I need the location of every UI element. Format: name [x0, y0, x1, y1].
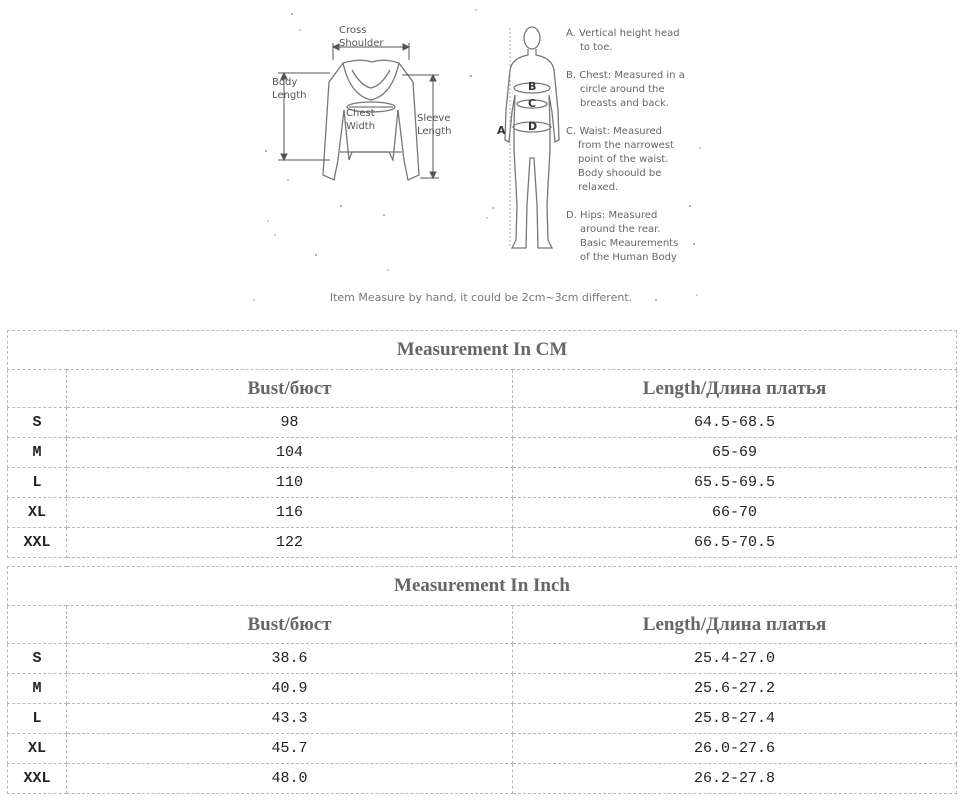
note-c-line1: C. Waist: Measured [566, 126, 663, 137]
bust-cell: 38.6 [67, 644, 513, 674]
cross-shoulder-label-line1: Cross [339, 25, 367, 36]
note-a [566, 27, 701, 55]
table-row [8, 438, 957, 468]
bust-cell: 122 [67, 528, 513, 558]
length-cell: 65.5-69.5 [513, 468, 957, 498]
point-d-label: D [528, 120, 538, 133]
size-cell: M [8, 674, 67, 704]
table-row [8, 408, 957, 438]
body-length-label-line2: Length [272, 90, 307, 101]
table-header-row [8, 370, 957, 408]
cross-shoulder-label [339, 24, 384, 50]
table-row [8, 498, 957, 528]
point-b-label: B [528, 80, 537, 93]
note-d [566, 209, 701, 265]
bust-cell: 48.0 [67, 764, 513, 794]
length-cell: 66.5-70.5 [513, 528, 957, 558]
size-cell: XXL [8, 528, 67, 558]
length-cell: 26.2-27.8 [513, 764, 957, 794]
size-table-inch [7, 566, 957, 794]
bust-cell: 116 [67, 498, 513, 528]
body-length-label [272, 76, 307, 102]
header-size [8, 606, 67, 644]
length-cell: 65-69 [513, 438, 957, 468]
bust-cell: 110 [67, 468, 513, 498]
chest-width-label-line2: Width [346, 121, 376, 132]
bust-cell: 45.7 [67, 734, 513, 764]
note-c-line3: point of the waist. [578, 154, 669, 165]
table-title-row [8, 567, 957, 606]
sleeve-length-label [417, 112, 452, 138]
table-row [8, 528, 957, 558]
note-b-line2: circle around the [580, 84, 665, 95]
size-table-cm [7, 330, 957, 558]
table-row [8, 674, 957, 704]
size-cell: L [8, 468, 67, 498]
table-title-row [8, 331, 957, 370]
length-cell: 66-70 [513, 498, 957, 528]
note-c-line2: from the narrowest [578, 140, 674, 151]
note-d-line2: around the rear. [580, 224, 661, 235]
size-cell: S [8, 644, 67, 674]
note-a-line1: A. Vertical height head [566, 28, 680, 39]
body-figure [505, 27, 559, 248]
size-cell: M [8, 438, 67, 468]
point-a-label: A [497, 124, 506, 137]
table-title: Measurement In CM [8, 331, 957, 370]
size-cell: XL [8, 734, 67, 764]
note-a-line2: to toe. [580, 42, 613, 53]
size-cell: XL [8, 498, 67, 528]
sleeve-length-label-line2: Length [417, 126, 452, 137]
length-cell: 25.6-27.2 [513, 674, 957, 704]
chest-width-label [346, 107, 375, 133]
size-cell: S [8, 408, 67, 438]
diagram-drawing [0, 0, 962, 330]
bust-cell: 104 [67, 438, 513, 468]
note-c-line5: relaxed. [578, 182, 619, 193]
table-row [8, 704, 957, 734]
note-d-line1: D. Hips: Measured [566, 210, 658, 221]
body-length-label-line1: Body [272, 77, 298, 88]
size-cell: L [8, 704, 67, 734]
length-cell: 64.5-68.5 [513, 408, 957, 438]
chest-width-label-line1: Chest [346, 108, 375, 119]
measurement-diagram [0, 0, 962, 330]
cross-shoulder-label-line2: Shoulder [339, 38, 384, 49]
bust-cell: 98 [67, 408, 513, 438]
header-length: Length/Длина платья [513, 370, 957, 408]
note-b-line1: B. Chest: Measured in a [566, 70, 685, 81]
header-bust: Bust/бюст [67, 370, 513, 408]
table-row [8, 764, 957, 794]
point-c-label: C [528, 97, 537, 110]
table-row [8, 734, 957, 764]
length-cell: 26.0-27.6 [513, 734, 957, 764]
note-c-line4: Body shoould be [578, 168, 662, 179]
length-cell: 25.4-27.0 [513, 644, 957, 674]
sleeve-length-label-line1: Sleeve [417, 113, 451, 124]
bust-cell: 40.9 [67, 674, 513, 704]
note-c [566, 125, 701, 195]
size-cell: XXL [8, 764, 67, 794]
note-b [566, 69, 701, 111]
note-d-line3: Basic Meaurements [580, 238, 679, 249]
length-cell: 25.8-27.4 [513, 704, 957, 734]
header-length: Length/Длина платья [513, 606, 957, 644]
table-row [8, 468, 957, 498]
measure-disclaimer: Item Measure by hand, it could be 2cm~3cm different. [329, 291, 633, 304]
table-title: Measurement In Inch [8, 567, 957, 606]
header-size [8, 370, 67, 408]
note-d-line4: of the Human Body [580, 252, 677, 263]
note-b-line3: breasts and back. [580, 98, 669, 109]
table-header-row [8, 606, 957, 644]
table-row [8, 644, 957, 674]
header-bust: Bust/бюст [67, 606, 513, 644]
bust-cell: 43.3 [67, 704, 513, 734]
